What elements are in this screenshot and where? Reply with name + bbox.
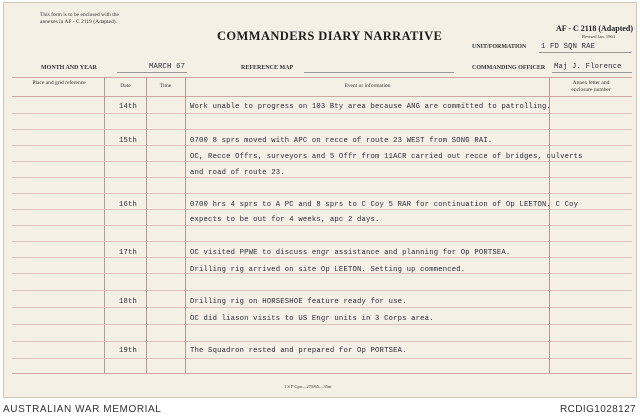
entry-text-16-line-1: 0700 hrs 4 sprs to A PC and 8 sprs to C Coy 5 RAR for continuation of Op LEETON. C Coy [190, 201, 579, 209]
ruled-line [12, 209, 632, 210]
entry-text-14-line-1: Work unable to progress on 103 Bty area because ANG are committed to patrolling. [190, 103, 552, 111]
entry-text-16-line-2: expects to be out for 4 weeks, apc 2 days. [190, 216, 380, 224]
col-header-annex-2: enclosure number [571, 87, 611, 93]
form-revised: Revised Jan. 1964 [582, 34, 615, 39]
ruled-line [12, 241, 632, 242]
entry-text-17-line-2: Drilling rig arrived on site Op LEETON. Setting up commenced. [190, 266, 466, 274]
entry-date-18: 18th [119, 298, 138, 306]
archive-name: AUSTRALIAN WAR MEMORIAL [3, 404, 162, 415]
unit-underline [539, 52, 631, 53]
entry-text-15-line-3: and road of route 23. [190, 169, 285, 177]
ruled-line [12, 129, 632, 130]
enclose-note-line-2: annexes in AF - C 2119 (Adapted). [40, 19, 117, 25]
entry-text-19-line-1: The Squadron rested and prepared for Op PORTSEA. [190, 347, 407, 355]
entry-text-15-line-2: OC, Recce Offrs, surveyors and 5 Offr from 11ACR carried out recce of bridges, culverts [190, 153, 583, 161]
archive-footer [0, 402, 640, 418]
month-label: MONTH AND YEAR [41, 65, 97, 71]
month-value: MARCH 67 [149, 63, 186, 71]
form-code: AF - C 2118 (Adapted) [556, 24, 634, 33]
col-header-annex-1: Annex letter and [572, 80, 610, 86]
unit-label: UNIT/FORMATION [472, 44, 527, 50]
col-header-place: Place and grid reference [32, 80, 86, 86]
ruled-line [12, 145, 632, 146]
ruled-line [12, 161, 632, 162]
table-header-rule [12, 96, 632, 97]
col-header-time: Time [159, 83, 172, 89]
ruled-line [12, 290, 632, 291]
commanding-officer-value: Maj J. Florence [554, 63, 622, 71]
ruled-line [12, 324, 632, 325]
unit-value: 1 FD SQN RAE [541, 43, 596, 51]
entry-date-16: 16th [119, 201, 138, 209]
entry-text-18-line-2: OC did liason visits to US Engr units in 3 Corps area. [190, 315, 434, 323]
ruled-line [12, 358, 632, 359]
col-header-date: Date [120, 83, 131, 89]
print-code: 1 S P Cpo—275/65—35m [284, 384, 332, 389]
commanding-officer-label: COMMANDING OFFICER [472, 65, 546, 71]
diary-form [3, 2, 637, 398]
ruled-line [12, 225, 632, 226]
entry-text-18-line-1: Drilling rig on HORSESHOE feature ready for use. [190, 298, 407, 306]
table-top-rule [12, 77, 632, 78]
archive-reference: RCDIG1028127 [560, 404, 636, 415]
ruled-line [12, 341, 632, 342]
ruled-line [12, 113, 632, 114]
ruled-line [12, 307, 632, 308]
enclose-note-line-1: This form is to be enclosed with the [40, 12, 119, 18]
month-underline [117, 72, 187, 73]
entry-date-14: 14th [119, 103, 138, 111]
ruled-line [12, 177, 632, 178]
entry-date-17: 17th [119, 249, 138, 257]
form-title: COMMANDERS DIARY NARRATIVE [217, 29, 443, 43]
table-bottom-rule [12, 373, 632, 374]
col-header-event: Event or information [344, 83, 391, 89]
entry-date-15: 15th [119, 137, 138, 145]
entry-date-19: 19th [119, 347, 138, 355]
co-underline [552, 72, 632, 73]
reference-map-underline [304, 72, 454, 73]
ruled-line [12, 193, 632, 194]
ruled-line [12, 257, 632, 258]
entry-text-17-line-1: OC visited PPWE to discuss engr assistance and planning for Op PORTSEA. [190, 249, 511, 257]
reference-map-label: REFERENCE MAP [241, 65, 294, 71]
entry-text-15-line-1: 0700 8 sprs moved with APC on recce of route 23 WEST from SONG RAI. [190, 137, 493, 145]
